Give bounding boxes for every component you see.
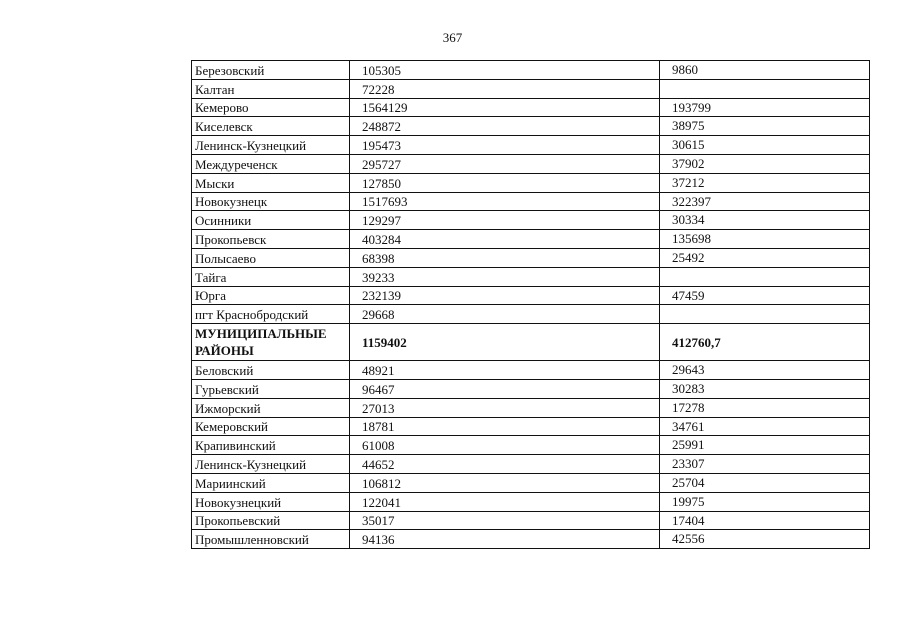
table-row <box>192 117 870 136</box>
table-row <box>192 211 870 230</box>
row-name-cell: Киселевск <box>192 117 350 136</box>
table-row <box>192 473 870 492</box>
section-header-name: МУНИЦИПАЛЬНЫЕ РАЙОНЫ <box>192 324 350 361</box>
row-value1-cell: 295727 <box>350 154 660 173</box>
row-value1-cell: 96467 <box>350 379 660 398</box>
row-value1-cell: 403284 <box>350 230 660 249</box>
row-value2-cell: 17404 <box>660 511 870 530</box>
row-value2-cell: 25704 <box>660 473 870 492</box>
table-row <box>192 511 870 530</box>
row-name-cell: Полысаево <box>192 248 350 267</box>
row-value1-cell: 122041 <box>350 492 660 511</box>
row-name-cell: Междуреченск <box>192 154 350 173</box>
row-value2-cell: 19975 <box>660 492 870 511</box>
row-name-cell: Мыски <box>192 173 350 192</box>
row-value1-cell: 35017 <box>350 511 660 530</box>
row-value2-cell: 38975 <box>660 117 870 136</box>
row-name-cell: Ижморский <box>192 398 350 417</box>
row-value2-cell <box>660 267 870 286</box>
row-value1-cell: 129297 <box>350 211 660 230</box>
row-value2-cell: 30615 <box>660 136 870 155</box>
section-header-row <box>192 324 870 361</box>
row-value1-cell: 127850 <box>350 173 660 192</box>
table-row <box>192 361 870 380</box>
row-value1-cell: 1564129 <box>350 98 660 117</box>
row-value2-cell <box>660 305 870 324</box>
table-row <box>192 492 870 511</box>
row-value2-cell: 30283 <box>660 379 870 398</box>
row-value2-cell: 30334 <box>660 211 870 230</box>
row-name-cell: Гурьевский <box>192 379 350 398</box>
table-row <box>192 455 870 474</box>
row-name-cell: Тайга <box>192 267 350 286</box>
table-row <box>192 192 870 211</box>
row-value2-cell: 47459 <box>660 286 870 305</box>
urban-districts-group <box>192 61 870 324</box>
row-value2-cell: 34761 <box>660 417 870 436</box>
row-name-cell: Прокопьевский <box>192 511 350 530</box>
row-name-cell: Новокузнецкий <box>192 492 350 511</box>
row-value1-cell: 195473 <box>350 136 660 155</box>
row-value2-cell: 25492 <box>660 248 870 267</box>
row-value1-cell: 72228 <box>350 79 660 98</box>
row-name-cell: Промышленновский <box>192 530 350 549</box>
row-name-cell: пгт Краснобродский <box>192 305 350 324</box>
table-row <box>192 305 870 324</box>
row-value1-cell: 94136 <box>350 530 660 549</box>
row-value1-cell: 27013 <box>350 398 660 417</box>
row-name-cell: Ленинск-Кузнецкий <box>192 455 350 474</box>
row-value1-cell: 1517693 <box>350 192 660 211</box>
page-number: 367 <box>442 30 463 45</box>
table-row <box>192 173 870 192</box>
row-value1-cell: 232139 <box>350 286 660 305</box>
data-table <box>191 60 870 549</box>
table-row <box>192 286 870 305</box>
table-row <box>192 417 870 436</box>
section-header-value1: 1159402 <box>350 324 660 361</box>
row-value2-cell: 25991 <box>660 436 870 455</box>
table-row <box>192 530 870 549</box>
table-row <box>192 267 870 286</box>
row-value1-cell: 48921 <box>350 361 660 380</box>
row-name-cell: Крапивинский <box>192 436 350 455</box>
table-row <box>192 98 870 117</box>
row-name-cell: Юрга <box>192 286 350 305</box>
row-value1-cell: 105305 <box>350 61 660 80</box>
row-value2-cell: 193799 <box>660 98 870 117</box>
row-value2-cell: 42556 <box>660 530 870 549</box>
row-name-cell: Мариинский <box>192 473 350 492</box>
row-name-cell: Новокузнецк <box>192 192 350 211</box>
section-header-group <box>192 324 870 361</box>
section-header-value2: 412760,7 <box>660 324 870 361</box>
table-row <box>192 230 870 249</box>
row-value2-cell <box>660 79 870 98</box>
row-value1-cell: 248872 <box>350 117 660 136</box>
row-value1-cell: 39233 <box>350 267 660 286</box>
row-name-cell: Беловский <box>192 361 350 380</box>
row-value1-cell: 61008 <box>350 436 660 455</box>
table-row <box>192 436 870 455</box>
table-row <box>192 398 870 417</box>
row-name-cell: Кемеровский <box>192 417 350 436</box>
table-row <box>192 136 870 155</box>
table-row <box>192 248 870 267</box>
municipal-districts-group <box>192 361 870 549</box>
row-value1-cell: 29668 <box>350 305 660 324</box>
row-value2-cell: 37902 <box>660 154 870 173</box>
row-value2-cell: 9860 <box>660 61 870 80</box>
row-value2-cell: 23307 <box>660 455 870 474</box>
row-value2-cell: 37212 <box>660 173 870 192</box>
row-value1-cell: 18781 <box>350 417 660 436</box>
row-name-cell: Березовский <box>192 61 350 80</box>
row-value2-cell: 322397 <box>660 192 870 211</box>
row-name-cell: Осинники <box>192 211 350 230</box>
row-value2-cell: 29643 <box>660 361 870 380</box>
row-name-cell: Кемерово <box>192 98 350 117</box>
row-value1-cell: 68398 <box>350 248 660 267</box>
row-value2-cell: 17278 <box>660 398 870 417</box>
row-name-cell: Прокопьевск <box>192 230 350 249</box>
table-row <box>192 79 870 98</box>
row-value1-cell: 106812 <box>350 473 660 492</box>
row-name-cell: Ленинск-Кузнецкий <box>192 136 350 155</box>
row-value1-cell: 44652 <box>350 455 660 474</box>
row-name-cell: Калтан <box>192 79 350 98</box>
row-value2-cell: 135698 <box>660 230 870 249</box>
table-row <box>192 379 870 398</box>
table-row <box>192 61 870 80</box>
table-row <box>192 154 870 173</box>
